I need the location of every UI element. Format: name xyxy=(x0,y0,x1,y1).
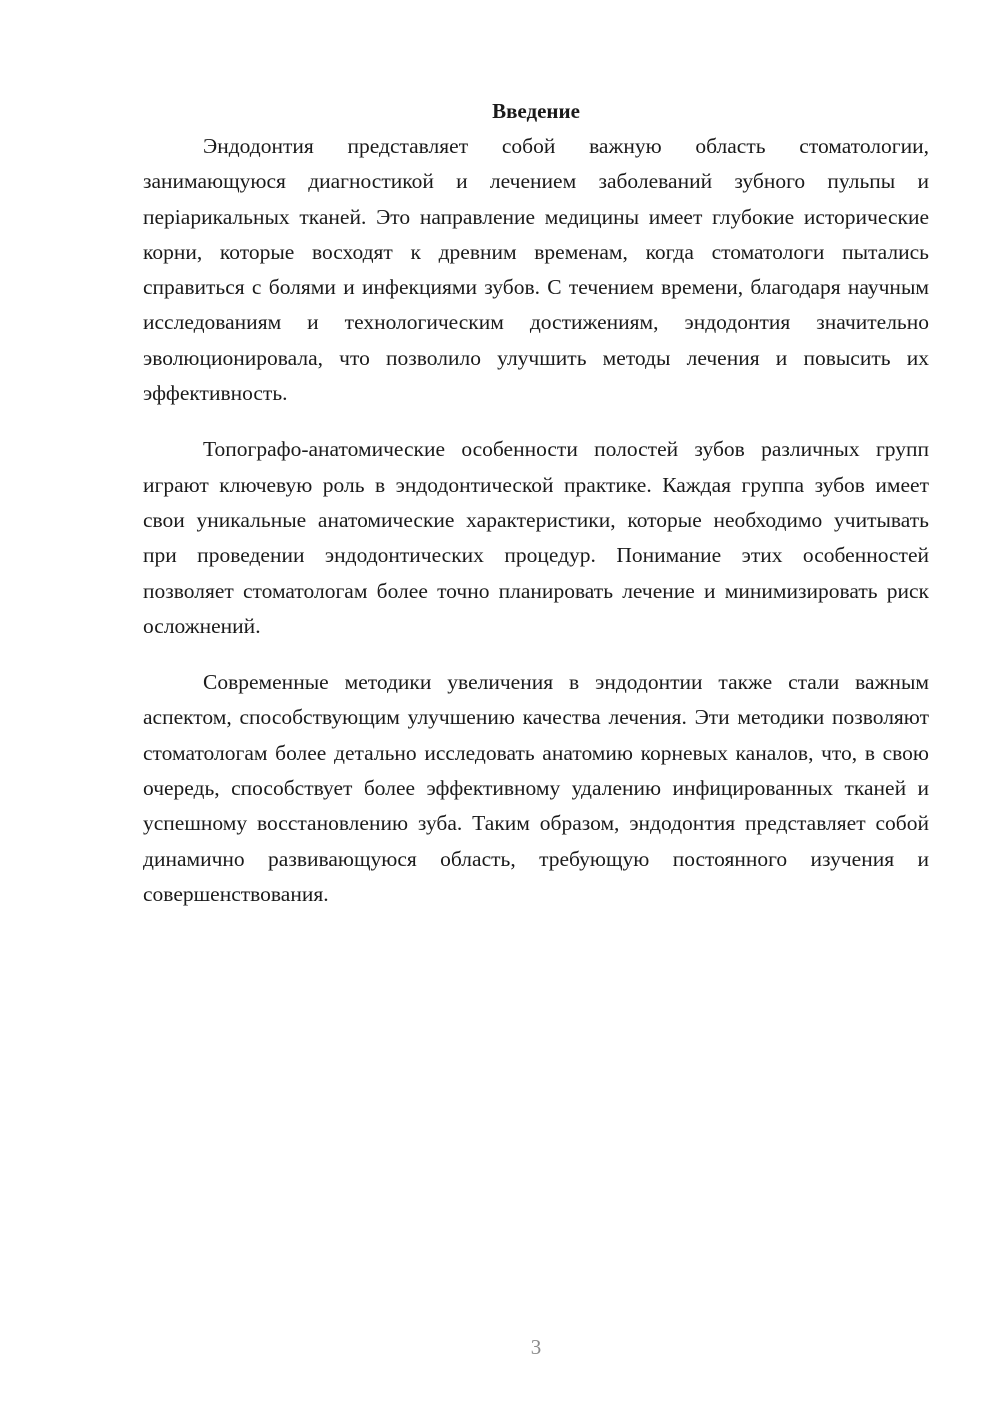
paragraph-1: Эндодонтия представляет собой важную область стоматологии, занимающуюся диагностикой и лечением заболеваний зубного пульпы и періарикальных тканей. Это направление медицины имеет глубокие исторические корни, которые восходят к древним временам, когда стоматологи пытались справиться с болями и инфекциями зубов. С течением времени, благодаря научным исследованиям и технологическим достижениям, эндодонтия значительно эволюционировала, что позволило улучшить методы лечения и повысить их эффективность. xyxy=(143,134,929,406)
section-title: Введение xyxy=(492,99,580,123)
paragraph-3: Современные методики увеличения в эндодонтии также стали важным аспектом, способствующим улучшению качества лечения. Эти методики позволяют стоматологам более детально исследовать анатомию корневых каналов, что, в свою очередь, способствует более эффективному удалению инфицированных тканей и успешному восстановлению зуба. Таким образом, эндодонтия представляет собой динамично развивающуюся область, требующую постоянного изучения и совершенствования. xyxy=(143,670,929,906)
page-number: 3 xyxy=(530,1335,542,1359)
page-content xyxy=(143,94,929,933)
paragraph-2: Топографо-анатомические особенности полостей зубов различных групп играют ключевую роль в эндодонтической практике. Каждая группа зубов имеет свои уникальные анатомические характеристики, которые необходимо учитывать при проведении эндодонтических процедур. Понимание этих особенностей позволяет стоматологам более точно планировать лечение и минимизировать риск осложнений. xyxy=(143,437,929,638)
